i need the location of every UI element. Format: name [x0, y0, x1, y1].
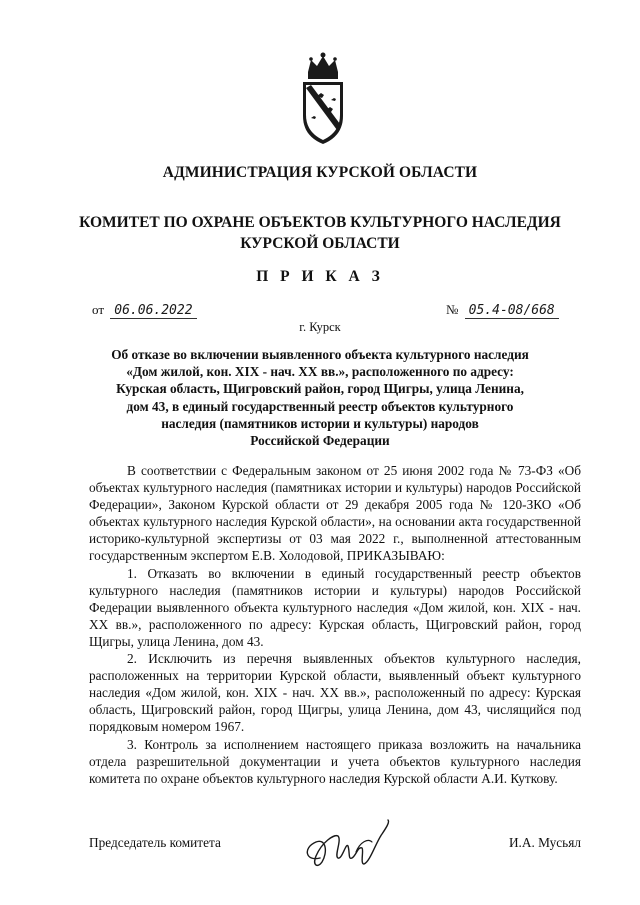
- preamble-paragraph: В соответствии с Федеральным законом от 25 июня 2002 года № 73-ФЗ «Об объектах культурного наследия (памятниках истории и культуры) народов Российской Федерации», Законом Курской области от 29 декабря 2005 года № 120-ЗКО «Об объектах культурного наследия Курской области», на основании акта государственной историко-культурной экспертизы от 03 мая 2022 г., выполненной аттестованным государственным экспертом Е.В. Холодовой, ПРИКАЗЫВАЮ:: [89, 463, 581, 564]
- subject-line: Российской Федерации: [250, 433, 390, 449]
- subject-line: Об отказе во включении выявленного объекта культурного наследия: [111, 347, 529, 362]
- subject-line: Курская область, Щигровский район, город Щигры, улица Ленина,: [116, 381, 524, 397]
- committee-title-line1: КОМИТЕТ ПО ОХРАНЕ ОБЪЕКТОВ КУЛЬТУРНОГО НАСЛЕДИЯ: [79, 214, 561, 231]
- subject-line: дом 43, в единый государственный реестр объектов культурного: [126, 398, 514, 414]
- signer-title: Председатель комитета: [89, 835, 221, 850]
- order-item-3: 3. Контроль за исполнением настоящего приказа возложить на начальника отдела разрешительной документации и учета объектов культурного наследия комитета по охране объектов культурного наследия Курской области А.И. Куткову.: [89, 736, 581, 786]
- document-type: П Р И К А З: [256, 268, 384, 285]
- number-value: 05.4-08/668: [465, 303, 559, 319]
- order-date: [92, 302, 197, 319]
- coat-of-arms-icon: [297, 52, 349, 148]
- subject-line: «Дом жилой, кон. XIX - нач. XX вв.», расположенного по адресу:: [126, 364, 514, 380]
- order-item-1: 1. Отказать во включении в единый государственный реестр объектов культурного наследия (памятников истории и культуры) народов Российской Федерации выявленного объекта культурного наследия «Дом жилой, кон. XIX - нач. XX вв.», расположенного по адресу: Курская область, Щигровский район, город Щигры, улица Ленина, дом 43.: [89, 565, 581, 649]
- date-prefix: от: [92, 302, 105, 317]
- number-prefix: №: [446, 302, 459, 317]
- order-body: [89, 462, 581, 787]
- committee-title-line2: КУРСКОЙ ОБЛАСТИ: [240, 235, 400, 252]
- order-number: [446, 302, 559, 319]
- committee-title: [0, 212, 640, 254]
- order-item-2: 2. Исключить из перечня выявленных объектов культурного наследия, расположенных на территории Курской области, выявленный объект культурного наследия «Дом жилой, кон. XIX - нач. XX вв.», расположенный по адресу: Курская область, Щигровский район, город Щигры, улица Ленина, дом 43, числящийся под порядковым номером 1967.: [89, 651, 581, 735]
- date-value: 06.06.2022: [110, 303, 196, 319]
- city-label: г. Курск: [299, 320, 341, 334]
- order-subject: [88, 346, 552, 449]
- signer-name: И.А. Мусьял: [508, 835, 581, 850]
- signature-icon: [298, 812, 398, 876]
- subject-line: наследия (памятников истории и культуры) народов: [161, 415, 479, 431]
- administration-title: АДМИНИСТРАЦИЯ КУРСКОЙ ОБЛАСТИ: [162, 164, 478, 181]
